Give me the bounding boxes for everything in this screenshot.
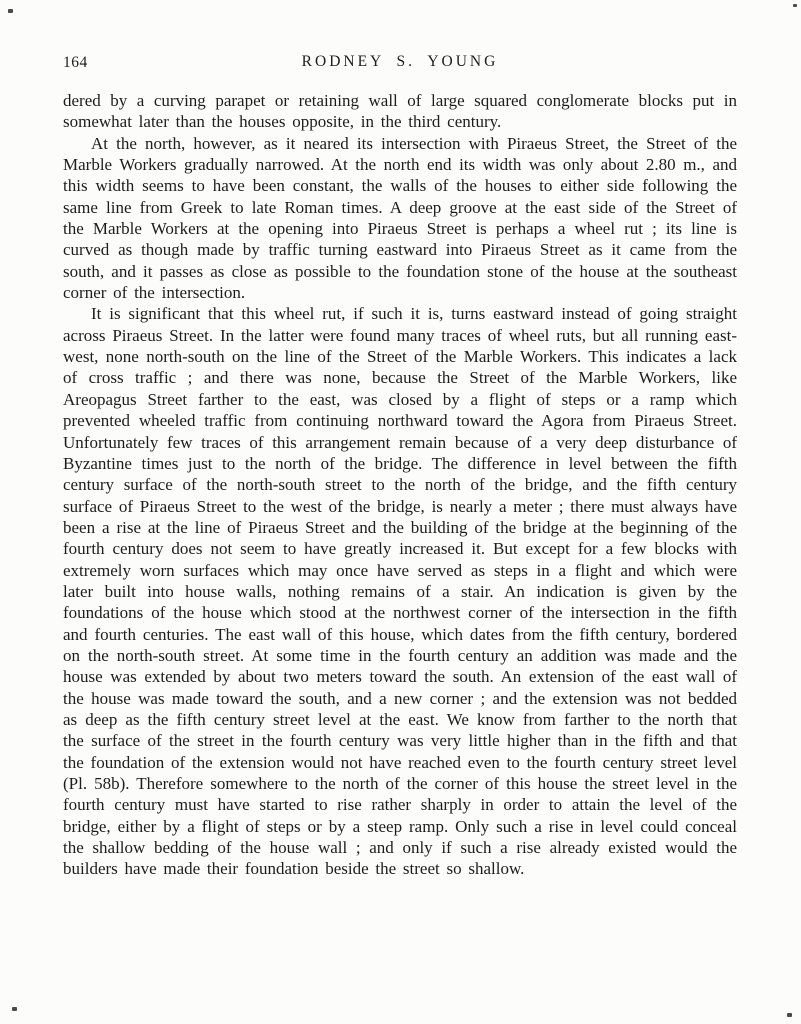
scan-artifact <box>793 4 797 7</box>
paragraph: At the north, however, as it neared its intersection with Piraeus Street, the Street of the Marble Workers gradually narrowed. At the north end its width was only about 2.80 m., and this width seems to have been constant, the walls of the houses to either side following the same line from Greek to late Roman times. A deep groove at the east side of the Street of the Marble Workers at the opening into Piraeus Street is perhaps a wheel rut ; its line is curved as though made by traffic turning eastward into Piraeus Street as it came from the south, and it passes as close as possible to the foundation stone of the house at the southeast corner of the intersection. <box>63 133 737 303</box>
page-header <box>63 53 737 75</box>
scan-artifact <box>12 1007 17 1011</box>
page-number: 164 <box>63 54 88 71</box>
page-body-text <box>63 90 737 880</box>
scan-artifact <box>8 9 13 13</box>
paragraph-continuation: dered by a curving parapet or retaining wall of large squared conglomerate blocks put in somewhat later than the houses opposite, in the third century. <box>63 91 737 132</box>
running-head-author: RODNEY S. YOUNG <box>301 53 499 70</box>
scan-artifact <box>787 1013 792 1017</box>
paragraph: It is significant that this wheel rut, if such it is, turns eastward instead of going straight across Piraeus Street. In the latter were found many traces of wheel ruts, but all running east-west, none north-south on the line of the Street of the Marble Workers. This indicates a lack of cross traffic ; and there was none, because the Street of the Marble Workers, like Areopagus Street farther to the east, was closed by a flight of steps or a ramp which prevented wheeled traffic from continuing northward toward the Agora from Piraeus Street. Unfortunately few traces of this arrangement remain because of a very deep disturbance of Byzantine times just to the north of the bridge. The difference in level between the fifth century surface of the north-south street to the north of the bridge, and the fifth century surface of Piraeus Street to the west of the bridge, is nearly a meter ; there must always have been a rise at the line of Piraeus Street and the building of the bridge at the beginning of the fourth century does not seem to have greatly increased it. But except for a few blocks with extremely worn surfaces which may once have served as steps in a flight and which were later built into house walls, nothing remains of a stair. An indication is given by the foundations of the house which stood at the northwest corner of the intersection in the fifth and fourth centuries. The east wall of this house, which dates from the fifth century, bordered on the north-south street. At some time in the fourth century an addition was made and the house was extended by about two meters toward the south. An extension of the east wall of the house was made toward the south, and a new corner ; and the extension was not bedded as deep as the fifth century street level at the east. We know from farther to the north that the surface of the street in the fourth century was very little higher than in the fifth and that the foundation of the extension would not have reached even to the fourth century street level (Pl. 58b). Therefore somewhere to the north of the corner of this house the street level in the fourth century must have started to rise rather sharply in order to attain the level of the bridge, either by a flight of steps or by a steep ramp. Only such a rise in level could conceal the shallow bedding of the house wall ; and only if such a rise already existed would the builders have made their foundation beside the street so shallow. <box>63 304 737 879</box>
